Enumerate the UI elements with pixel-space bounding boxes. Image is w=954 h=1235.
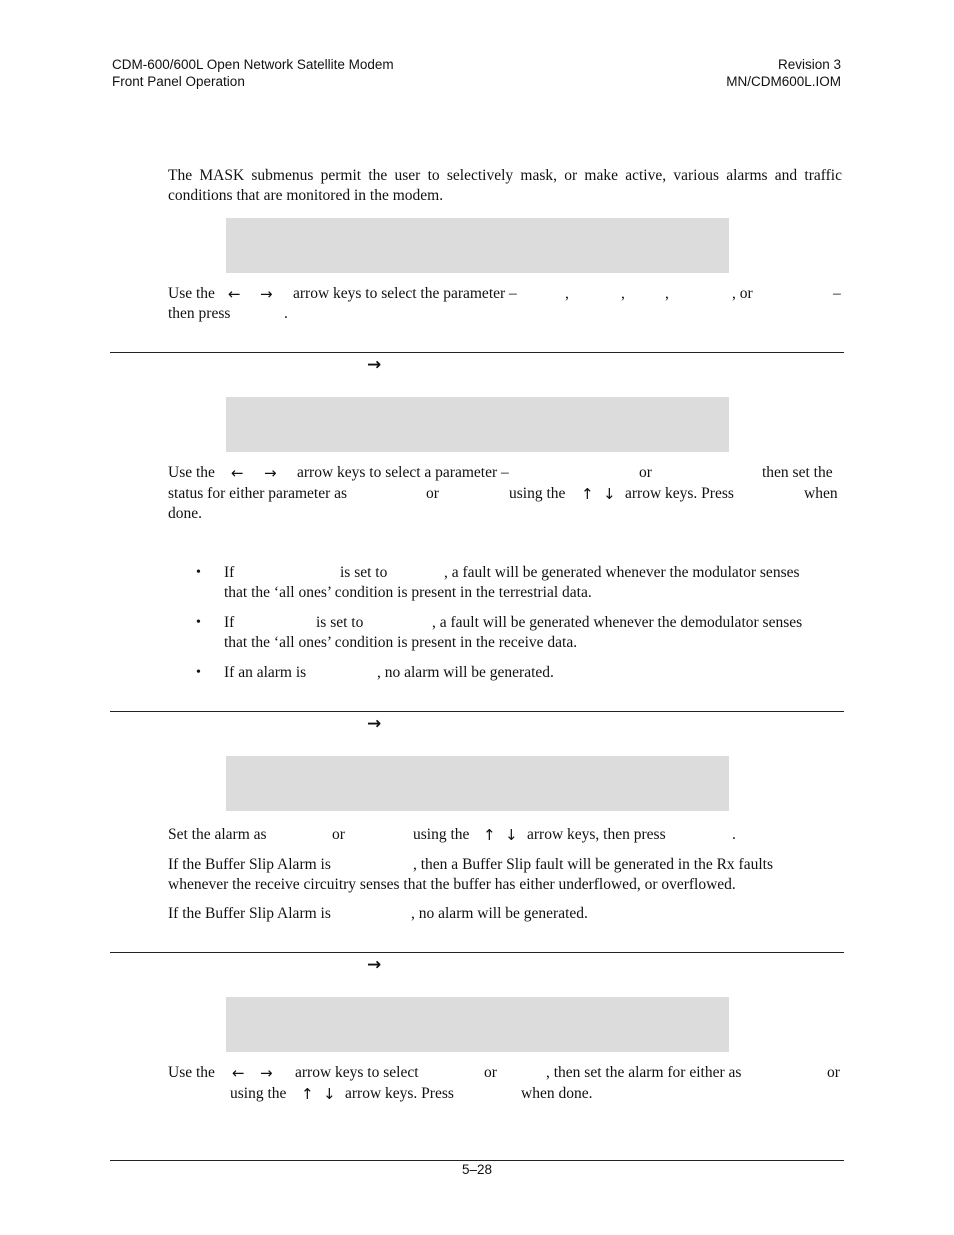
lcd-display-all-ones (226, 397, 729, 452)
text-using-the: using the (509, 485, 566, 502)
text-then-press: then press (168, 305, 231, 322)
sep-comma-1: , (565, 285, 569, 302)
text-or: or (484, 1064, 497, 1081)
intro-paragraph: The MASK submenus permit the user to selectively mask, or make active, various alarms and traffic conditions that are monitored in the modem. (168, 167, 842, 204)
section2-line2 (168, 484, 842, 504)
lcd-display-buffer-slip (226, 756, 729, 811)
bullet-fault-text: , a fault will be generated whenever the demodulator senses (432, 614, 803, 631)
bullet-continuation: that the ‘all ones’ condition is present in the terrestrial data. (224, 584, 592, 601)
chapter-title: Front Panel Operation (112, 74, 245, 89)
text-use-the: Use the (168, 464, 215, 481)
sep-dash: – (833, 285, 841, 302)
section2-line1 (168, 463, 842, 483)
sep-or: , or (732, 285, 753, 302)
divider-3 (110, 952, 844, 953)
text-or: or (426, 485, 439, 502)
sep-comma-3: , (665, 285, 669, 302)
section3-para1-line1 (168, 855, 842, 875)
text-done: done. (168, 505, 203, 522)
menu-path-arrow-icon: → (367, 355, 382, 375)
bullet-dot: • (196, 615, 201, 630)
menu-path-arrow-icon: → (367, 714, 382, 734)
text-buffer-slip-fault: , then a Buffer Slip fault will be generated in the Rx faults (413, 856, 773, 873)
text-buffer-slip-is: If the Buffer Slip Alarm is (168, 856, 331, 873)
text-period: . (732, 826, 736, 843)
text-period: . (284, 305, 288, 322)
text-when: when (804, 485, 838, 502)
section4-line1 (168, 1063, 842, 1083)
section3-line1 (168, 825, 736, 845)
section3-para1-line2: whenever the receive circuitry senses that the buffer has either underflowed, or overflowed. (168, 876, 736, 893)
page-number: 5–28 (461, 1162, 493, 1177)
text-use-the: Use the (168, 285, 215, 302)
up-arrow-icon: ↑ (301, 1085, 314, 1103)
down-arrow-icon: ↓ (505, 826, 518, 844)
text-or: or (332, 826, 345, 843)
text-using-the: using the (230, 1085, 287, 1102)
bullet-if: If (224, 614, 235, 631)
text-arrow-keys-press: arrow keys. Press (625, 485, 734, 502)
text-arrow-keys-press: arrow keys. Press (345, 1085, 454, 1102)
left-arrow-icon: ← (232, 1064, 245, 1082)
up-arrow-icon: ↑ (483, 826, 496, 844)
bullet-item-2 (224, 613, 842, 653)
right-arrow-icon: → (260, 1064, 273, 1082)
bullet-continuation: that the ‘all ones’ condition is present in the receive data. (224, 634, 578, 651)
revision: Revision 3 (777, 57, 841, 72)
bullet-item-3 (224, 663, 842, 683)
up-arrow-icon: ↑ (581, 485, 594, 503)
bullet-is-set-to: is set to (316, 614, 364, 631)
sep-comma-2: , (621, 285, 625, 302)
section1-instruction-line2 (168, 304, 288, 324)
text-when-done: when done. (521, 1085, 593, 1102)
bullet-if: If (224, 564, 235, 581)
section1-instruction-line1 (168, 284, 841, 304)
bullet-dot: • (196, 665, 201, 680)
down-arrow-icon: ↓ (603, 485, 616, 503)
divider-2 (110, 711, 844, 712)
right-arrow-icon: → (260, 285, 273, 303)
menu-path-arrow-icon: → (367, 955, 382, 975)
text-select-parameter: arrow keys to select a parameter – (297, 464, 509, 481)
text-no-alarm: , no alarm will be generated. (411, 905, 588, 922)
text-status-line: status for either parameter as (168, 485, 348, 502)
text-buffer-slip-is: If the Buffer Slip Alarm is (168, 905, 331, 922)
text-select-parameter: arrow keys to select the parameter – (293, 285, 517, 302)
bullet-item-1 (224, 563, 842, 603)
footer-rule (110, 1160, 844, 1161)
header-right (726, 56, 841, 90)
text-use-the: Use the (168, 1064, 215, 1081)
text-then-set: then set the (762, 464, 833, 481)
manual-title: CDM-600/600L Open Network Satellite Modem (112, 57, 394, 72)
lcd-display-mask (226, 218, 729, 273)
left-arrow-icon: ← (231, 464, 244, 482)
header-left (112, 56, 394, 90)
divider-1 (110, 352, 844, 353)
bullet-if-alarm: If an alarm is (224, 664, 307, 681)
section3-para2 (168, 904, 588, 924)
bullet-fault-text: , a fault will be generated whenever the modulator senses (444, 564, 800, 581)
right-arrow-icon: → (264, 464, 277, 482)
document-number: MN/CDM600L.IOM (726, 74, 841, 89)
left-arrow-icon: ← (228, 285, 241, 303)
bullet-no-alarm: , no alarm will be generated. (377, 664, 554, 681)
text-or: or (827, 1064, 840, 1081)
bullet-is-set-to: is set to (340, 564, 388, 581)
text-arrow-keys-select: arrow keys to select (295, 1064, 419, 1081)
text-arrow-keys-then: arrow keys, then press (527, 826, 666, 843)
text-then-set: , then set the alarm for either as (546, 1064, 742, 1081)
bullet-dot: • (196, 565, 201, 580)
lcd-display-alarm-mask (226, 997, 729, 1052)
text-using-the: using the (413, 826, 470, 843)
text-or: or (639, 464, 652, 481)
down-arrow-icon: ↓ (323, 1085, 336, 1103)
text-set-alarm-as: Set the alarm as (168, 826, 267, 843)
